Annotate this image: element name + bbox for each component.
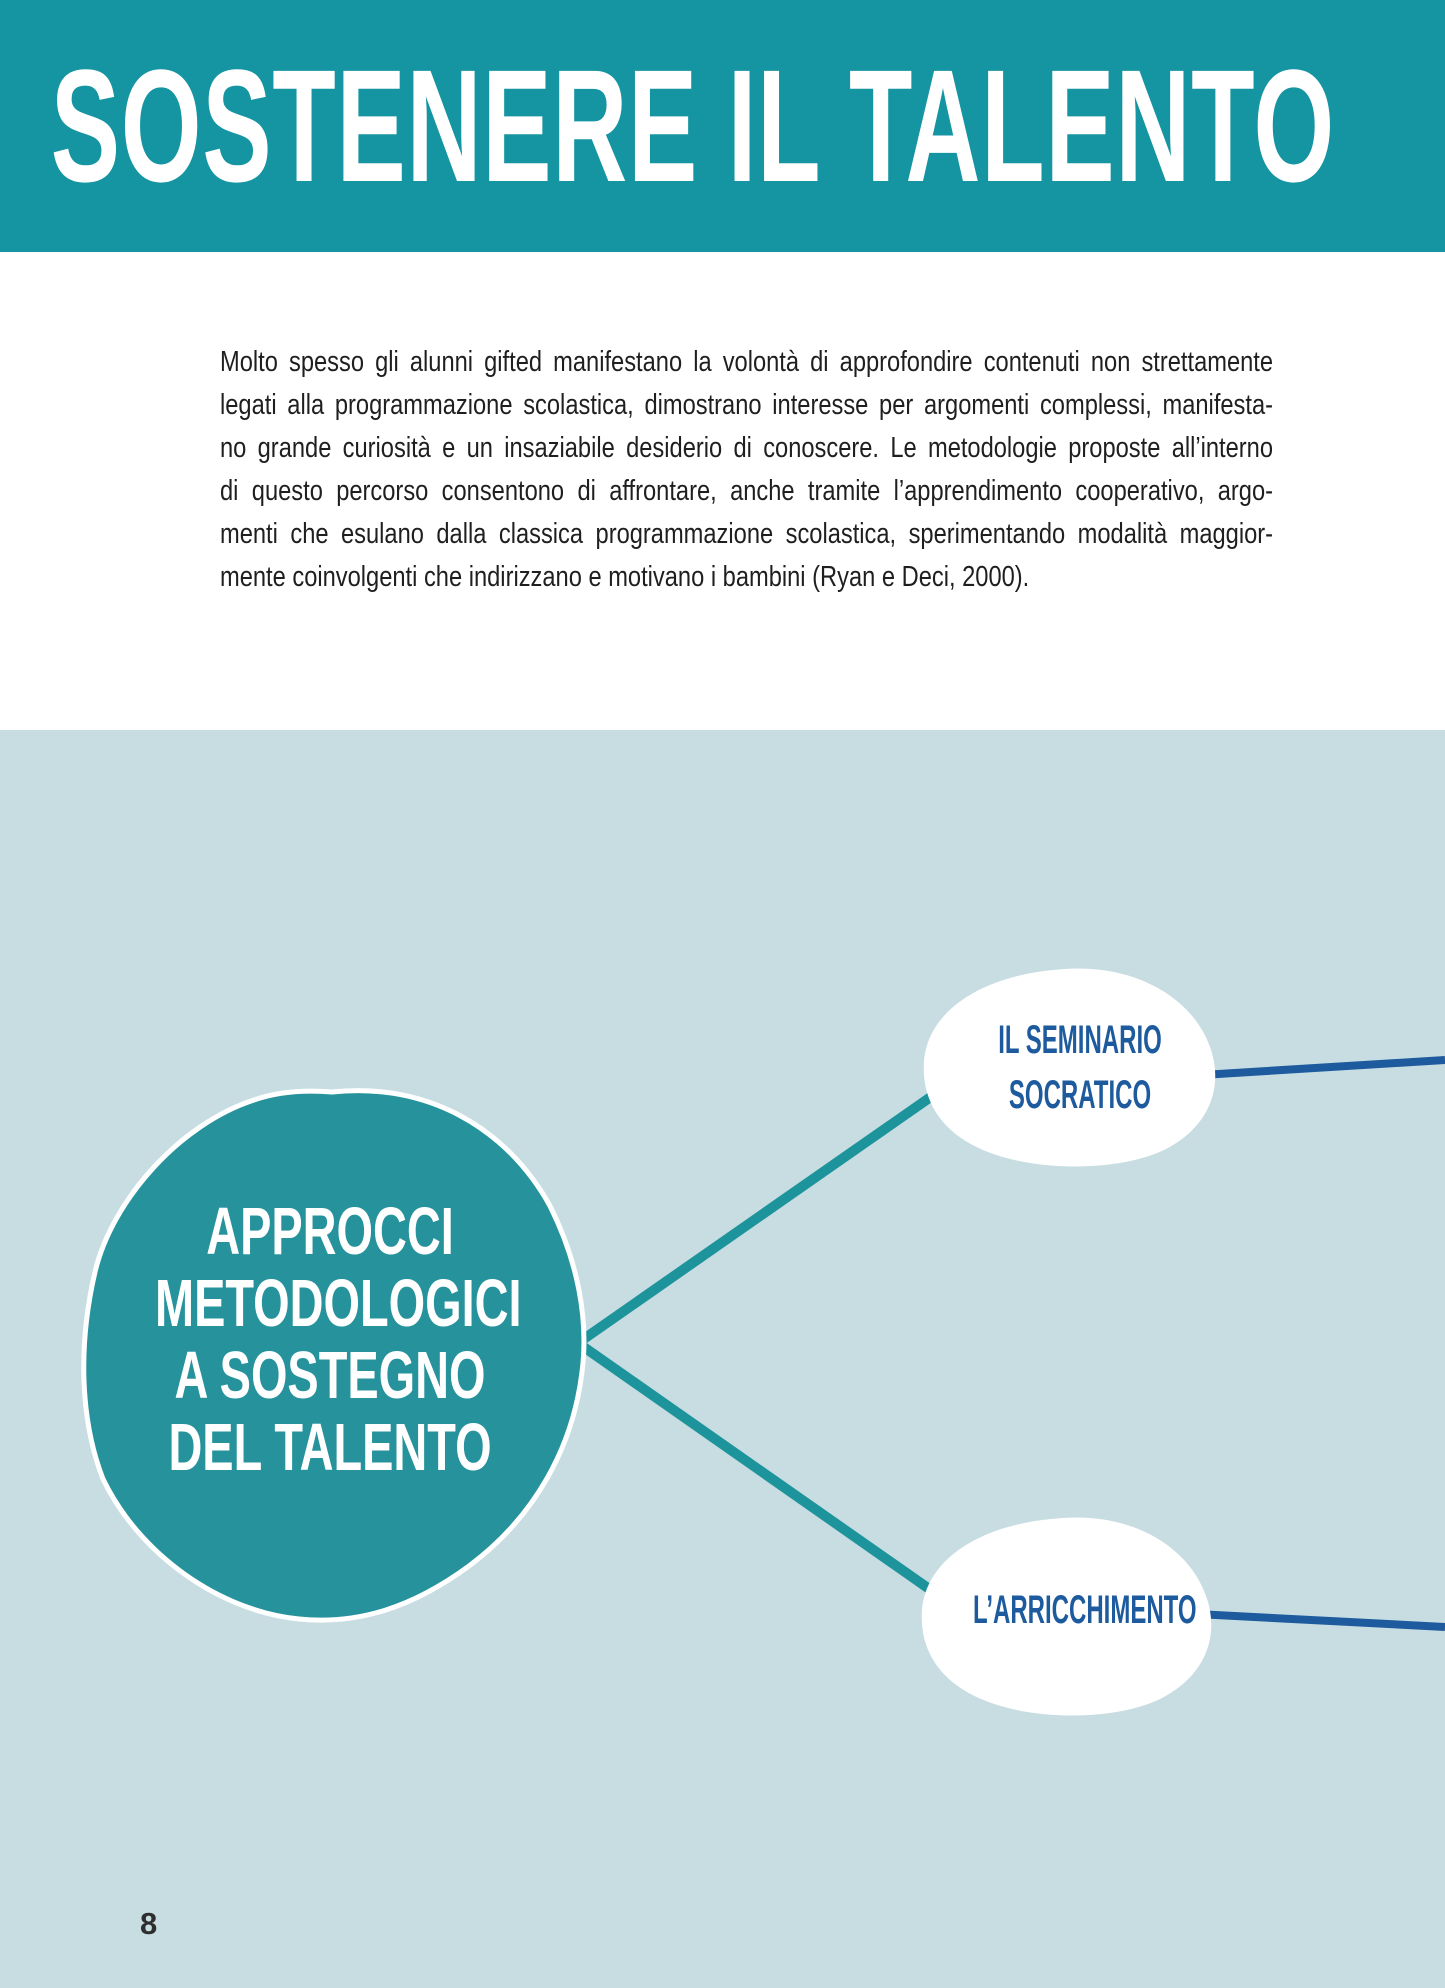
paragraph-line: Molto spesso gli alunni gifted manifestano la volontà di approfondire contenuti non strettamente [220, 346, 1274, 378]
title-band [0, 0, 1445, 252]
central-blob-label-line: METODOLOGICI [155, 1266, 522, 1341]
page-number: 8 [140, 1906, 158, 1941]
central-blob-label-line: APPROCCI [206, 1194, 454, 1269]
diagram-section [0, 730, 1445, 1988]
body-paragraph [220, 341, 1273, 599]
paragraph-line: no grande curiosità e un insaziabile desiderio di conoscere. Le metodologie proposte all’interno [220, 432, 1274, 464]
paragraph-line: legati alla programmazione scolastica, dimostrano interesse per argomenti complessi, manifesta- [220, 389, 1274, 421]
node-label-arricchimento [973, 1581, 1197, 1639]
node-label-line: L’ARRICCHIMENTO [973, 1588, 1197, 1632]
node-label-line: SOCRATICO [1008, 1073, 1152, 1117]
central-blob-label-line: DEL TALENTO [168, 1410, 492, 1485]
node-label-line: IL SEMINARIO [998, 1018, 1162, 1062]
paragraph-line: di questo percorso consentono di affrontare, anche tramite l’apprendimento cooperativo, argo- [220, 475, 1274, 507]
node-label-seminario [990, 1013, 1170, 1123]
central-blob-label-line: A SOSTEGNO [174, 1338, 486, 1413]
central-blob-label [155, 1194, 522, 1485]
branch-lines [578, 1080, 955, 1607]
paragraph-line: menti che esulano dalla classica programmazione scolastica, sperimentando modalità maggior- [220, 518, 1274, 550]
page-title: SOSTENERE IL TALENTO [50, 36, 1335, 215]
paragraph-line: mente coinvolgenti che indirizzano e motivano i bambini (Ryan e Deci, 2000). [220, 561, 1030, 593]
body-section [0, 252, 1445, 730]
